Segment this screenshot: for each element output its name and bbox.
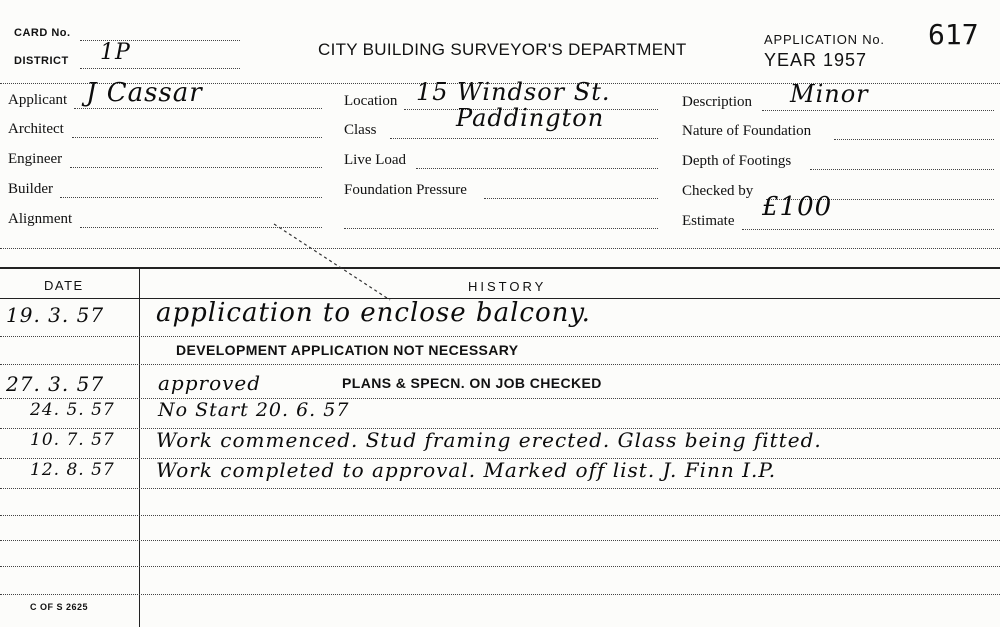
- location-label: Location: [344, 93, 398, 109]
- foundation-pressure-label: Foundation Pressure: [344, 182, 467, 198]
- class-value: Paddington: [456, 104, 605, 132]
- history-date: 12. 8. 57: [30, 460, 115, 480]
- estimate-value: £100: [762, 192, 833, 222]
- plans-checked-stamp: PLANS & SPECN. ON JOB CHECKED: [342, 375, 602, 391]
- history-entry: Work completed to approval. Marked off list. J. Finn I.P.: [156, 458, 777, 482]
- application-no-label: APPLICATION No.: [764, 32, 885, 47]
- history-date: 27. 3. 57: [6, 372, 105, 396]
- history-entry: Work commenced. Stud framing erected. Glass being fitted.: [156, 428, 822, 452]
- live-load-label: Live Load: [344, 152, 407, 168]
- stray-pen-mark: [270, 220, 400, 310]
- history-date: 10. 7. 57: [30, 430, 115, 450]
- district-value: 1P: [100, 40, 131, 65]
- application-no-value: 617: [928, 18, 979, 51]
- depth-of-footings-label: Depth of Footings: [682, 153, 792, 169]
- district-label: DISTRICT: [14, 55, 69, 67]
- department-title: CITY BUILDING SURVEYOR'S DEPARTMENT: [318, 40, 687, 59]
- estimate-label: Estimate: [682, 213, 735, 229]
- history-entry: approved: [158, 371, 262, 395]
- engineer-label: Engineer: [8, 151, 63, 167]
- location-value: 15 Windsor St.: [416, 78, 611, 106]
- checked-by-label: Checked by: [682, 183, 754, 199]
- date-column-header: DATE: [44, 278, 84, 293]
- applicant-value: J Cassar: [86, 78, 203, 108]
- history-date: 19. 3. 57: [6, 303, 105, 327]
- applicant-label: Applicant: [8, 92, 68, 108]
- description-value: Minor: [790, 80, 869, 108]
- architect-label: Architect: [8, 121, 64, 137]
- history-entry: No Start 20. 6. 57: [158, 399, 350, 421]
- history-column-header: HISTORY: [468, 279, 547, 294]
- history-date: 24. 5. 57: [30, 400, 115, 420]
- class-label: Class: [344, 122, 377, 138]
- card-no-label: CARD No.: [14, 27, 71, 39]
- history-entry: application to enclose balcony.: [156, 298, 591, 328]
- development-stamp: DEVELOPMENT APPLICATION NOT NECESSARY: [176, 342, 519, 358]
- column-divider: [139, 268, 140, 627]
- form-code: C OF S 2625: [30, 602, 89, 612]
- alignment-label: Alignment: [8, 211, 73, 227]
- year-label: YEAR 1957: [764, 50, 868, 70]
- builder-label: Builder: [8, 181, 53, 197]
- description-label: Description: [682, 94, 752, 110]
- nature-of-foundation-label: Nature of Foundation: [682, 123, 812, 139]
